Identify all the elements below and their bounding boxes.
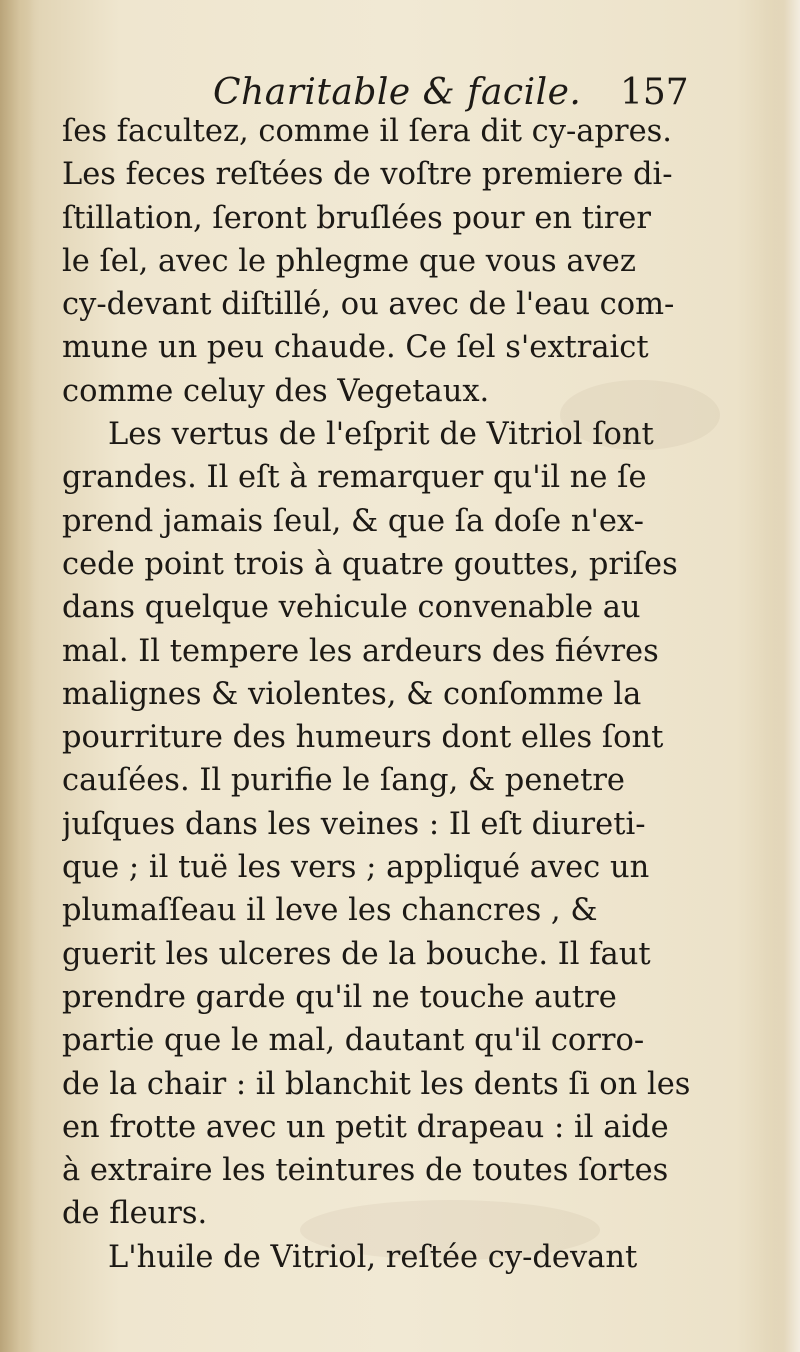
text-line: plumaſſeau il leve les chancres , & [62,893,598,929]
text-line: cy-devant diſtillé, ou avec de l'eau com- [62,287,675,323]
text-line: de la chair : il blanchit les dents ſi on les [62,1066,691,1102]
text-line: comme celuy des Vegetaux. [62,373,490,409]
text-line: mune un peu chaude. Ce ſel s'extraict [62,330,649,366]
text-line: ſtillation, ſeront bruſlées pour en tirer [62,200,651,236]
text-line: ſes facultez, comme il ſera dit cy-apres. [62,114,672,149]
body-text [62,110,702,1279]
running-title: Charitable & facile. [213,72,582,113]
text-line: malignes & violentes, & conſomme la [62,676,642,712]
page-outer-edge [760,0,800,1352]
text-line: en frotte avec un petit drapeau : il aide [62,1109,669,1145]
text-line: partie que le mal, dautant qu'il corro- [62,1023,645,1059]
text-line: mal. Il tempere les ardeurs des fiévres [62,633,659,669]
text-line: cede point trois à quatre gouttes, priſes [62,546,678,582]
text-line: pourriture des humeurs dont elles ſont [62,720,664,756]
text-line: à extraire les teintures de toutes ſortes [62,1153,669,1189]
text-line: dans quelque vehicule convenable au [62,590,641,626]
text-line: que ; il tuë les vers ; appliqué avec un [62,850,650,886]
text-line: de fleurs. [62,1196,208,1232]
text-line: cauſées. Il purifie le ſang, & penetre [62,763,625,799]
text-line: prend jamais ſeul, & que ſa doſe n'ex- [62,503,644,539]
paragraph-start-line: Les vertus de l'eſprit de Vitriol ſont [108,417,654,453]
text-line: prendre garde qu'il ne touche autre [62,979,617,1015]
text-line: Les feces reſtées de voſtre premiere di- [62,157,673,193]
text-line: juſques dans les veines : Il eſt diureti- [62,806,646,842]
paragraph-start-line: L'huile de Vitriol, reſtée cy-devant [108,1239,638,1275]
text-line: grandes. Il eſt à remarquer qu'il ne ſe [62,460,647,496]
page-number: 157 [620,72,689,113]
page-gutter-shadow [0,0,34,1352]
text-line: le ſel, avec le phlegme que vous avez [62,243,636,279]
text-line: guerit les ulceres de la bouche. Il faut [62,936,651,972]
